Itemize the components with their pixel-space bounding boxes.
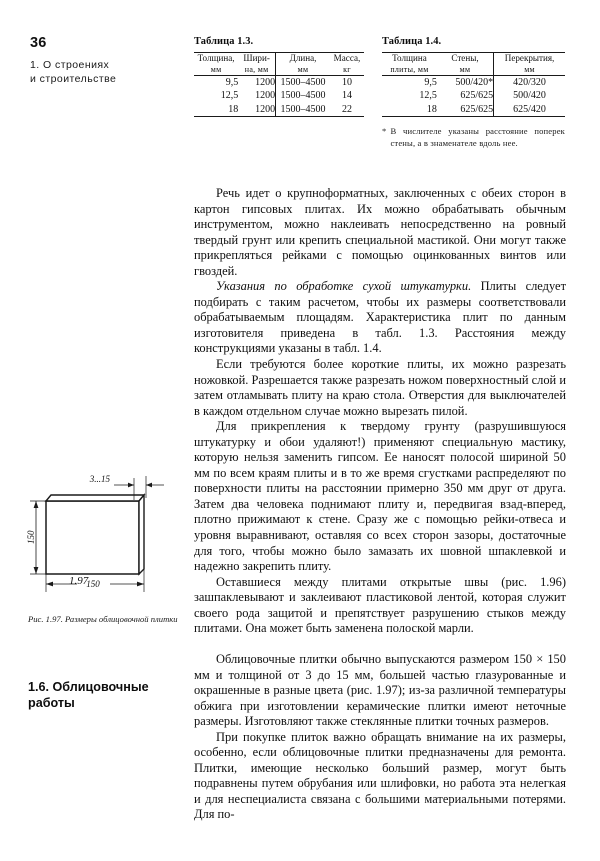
- table-1-3-header-thickness: Толщина, мм: [197, 53, 235, 74]
- width-dimension-label: 150: [86, 579, 100, 589]
- cell-plate-thickness: 18: [426, 103, 437, 115]
- table-row: [194, 103, 364, 117]
- paragraph-5: Оставшиеся между плитами открытые швы (рис. 1.96) зашпаклевывают и заклеивают пластиковой лентой, которая служит своего рода защитой и препятствует разрушению стыков между плитами. Она может быть заменена полоской марли.: [194, 574, 566, 636]
- height-arrowhead-bottom: [34, 567, 39, 574]
- cell-thickness: 9,5: [225, 77, 239, 89]
- section-heading-line-1: 1.6. Облицовочные: [28, 680, 149, 694]
- section-heading-1-6: [28, 679, 188, 711]
- height-dimension-label: 150: [26, 530, 36, 544]
- running-head-line-1: 1. О строениях: [30, 58, 110, 71]
- table-1-4-caption: Таблица 1.4.: [382, 36, 442, 47]
- table-1-4-body: [382, 76, 565, 117]
- width-arrowhead-right: [137, 582, 144, 587]
- figure-caption: Рис. 1.97. Размеры облицовочной плитки: [28, 614, 178, 624]
- paragraph-1: Речь идет о крупноформатных, заключенных с обеих сторон в картон гипсовых плитах. Их можно обрабатывать обычным инструментом, можно наклеивать непосредственно на ровный твердый грунт или крепить специальной мастикой. Они могут также прикрепляться рейками с помощью оцинкованных винтов или гвоздей.: [194, 186, 566, 278]
- paragraph-4: Для прикрепления к твердому грунту (разрушившуюся штукатурку и обои удаляют!) применяют специальную мастику, которую нельзя заменить гипсом. Ее наносят полосой шириной 50 мм по всем краям плиты и в то же время сгустками распределяют по поверхности плиты на расстоянии примерно 350 мм друг от друга. Затем два человека поднимают плиту и, передвигая взад-вперед, плотно прижимают к стене. Сразу же с помощью рейки-отвеса и уровня выравнивают, оставляя со всех сторон зазоры, достаточные для того, чтобы можно было замазать их шовной шпаклевкой и надежно закрепить плиту.: [194, 419, 566, 574]
- paragraph-7: При покупке плиток важно обращать внимание на их размеры, особенно, если облицовочные плитки предназначены для ремонта. Плитки, имеющие несколько больший размер, могут быть подравнены путем обрубания или шлифовки, но работа эта нелегкая и для неспециалиста связана с большими материальными потерями. Для по-: [194, 729, 566, 822]
- height-arrowhead-top: [34, 501, 39, 508]
- cell-walls: 625/625: [460, 90, 494, 102]
- table-row: [194, 53, 364, 76]
- thickness-arrowhead-left: [128, 483, 134, 488]
- table-bottom-rule: [194, 116, 364, 117]
- tile-right-edge: [139, 495, 144, 574]
- running-head-line-2: и строительстве: [30, 73, 117, 86]
- table-1-3-header-mass: Масса, кг: [333, 53, 361, 74]
- cell-length: 1500–4500: [276, 76, 330, 90]
- page-number: 36: [30, 35, 47, 51]
- table-1-4-header-walls: Стены, мм: [451, 53, 479, 74]
- paragraph-2-italic-lead: Указания по обработке сухой штукатурки.: [216, 279, 472, 294]
- cell-floors: 420/320: [494, 76, 565, 90]
- table-1-3-head: [194, 53, 364, 76]
- cell-floors: 625/420: [494, 103, 565, 117]
- cell-walls: 500/420*: [455, 77, 494, 89]
- tile-top-edge: [46, 495, 144, 501]
- tile-dimension-drawing: [22, 470, 192, 605]
- width-arrowhead-left: [46, 582, 53, 587]
- page-header-block: [30, 36, 180, 87]
- main-body-text-section-1-6: [194, 652, 566, 823]
- figure-number: 1.97: [69, 575, 89, 587]
- cell-thickness: 12,5: [220, 90, 239, 102]
- table-1-3-caption: Таблица 1.3.: [194, 36, 254, 47]
- section-heading-line-2: работы: [28, 696, 75, 711]
- paragraph-3: Если требуются более короткие плиты, их можно разрезать ножовкой. Разрешается также разрезать ножом поверхностный слой и затем отламывать плиту на краю стола. Отверстия для выключателей в каждом отдельном случае можно вырезать пилой.: [194, 357, 566, 418]
- cell-floors: 500/420: [494, 89, 565, 102]
- table-row: [382, 53, 565, 76]
- table-1-3-foot: [194, 116, 364, 117]
- paragraph-2: [194, 279, 566, 357]
- cell-plate-thickness: 9,5: [424, 77, 437, 89]
- figure-1-97-drawing: [22, 470, 192, 605]
- table-row: [194, 89, 364, 102]
- cell-width: 1200: [255, 103, 276, 115]
- table-1-3-header-length: Длина, мм: [276, 53, 330, 76]
- table-1-3-block: [194, 36, 364, 117]
- table-row: [194, 76, 364, 90]
- table-1-4-header-floors: Перекрытия, мм: [494, 53, 565, 76]
- main-body-text: [194, 186, 566, 637]
- cell-mass: 10: [341, 77, 352, 89]
- table-bottom-rule: [382, 116, 565, 117]
- table-1-3-header-width: Шири- на, мм: [243, 53, 270, 74]
- table-row: [382, 89, 565, 102]
- cell-mass: 14: [341, 90, 352, 102]
- cell-mass: 22: [341, 103, 352, 115]
- cell-walls: 625/625: [460, 103, 494, 115]
- figure-1-97-block: [22, 470, 192, 626]
- table-1-4-header-plate-thickness: Толщина плиты, мм: [390, 53, 429, 74]
- cell-length: 1500–4500: [276, 103, 330, 117]
- table-1-3-body: [194, 76, 364, 117]
- table-1-4-head: [382, 53, 565, 76]
- paragraph-2-rest: Плиты следует подбирать с таким расчетом, чтобы их размеры соответствовали обрабатываемым площадям. Характеристика плит по данным изготовителя приведена в табл. 1.3. Расстояния между конструкциями указаны в табл. 1.4.: [194, 279, 567, 356]
- cell-plate-thickness: 12,5: [419, 90, 437, 102]
- paragraph-6: Облицовочные плитки обычно выпускаются размером 150 × 150 мм и толщиной от 3 до 15 мм, большей частью глазурованные и окрашенные в разные цвета (рис. 1.97); из-за различной температуры обжига при изготовлении керамические плитки имеют неточные размеры. Изготовляют также стеклянные плитки точных размеров.: [194, 652, 566, 729]
- cell-width: 1200: [255, 77, 276, 89]
- table-row: [382, 76, 565, 90]
- cell-thickness: 18: [228, 103, 239, 115]
- footnote-marker: *: [382, 125, 387, 136]
- cell-width: 1200: [255, 90, 276, 102]
- running-head: [30, 58, 180, 87]
- tile-front-face: [46, 501, 139, 574]
- table-1-4-foot: [382, 116, 565, 117]
- table-1-3: [194, 52, 364, 117]
- table-1-4-block: [382, 36, 565, 150]
- footnote-text: В числителе указаны расстояние поперек стены, а в знаменателе вдоль нее.: [390, 125, 565, 149]
- table-1-4: [382, 52, 565, 117]
- thickness-dimension-label: 3...15: [89, 474, 110, 484]
- table-row: [382, 103, 565, 117]
- thickness-arrowhead-right: [146, 483, 152, 488]
- cell-length: 1500–4500: [276, 89, 330, 102]
- table-1-4-footnote: [382, 125, 565, 150]
